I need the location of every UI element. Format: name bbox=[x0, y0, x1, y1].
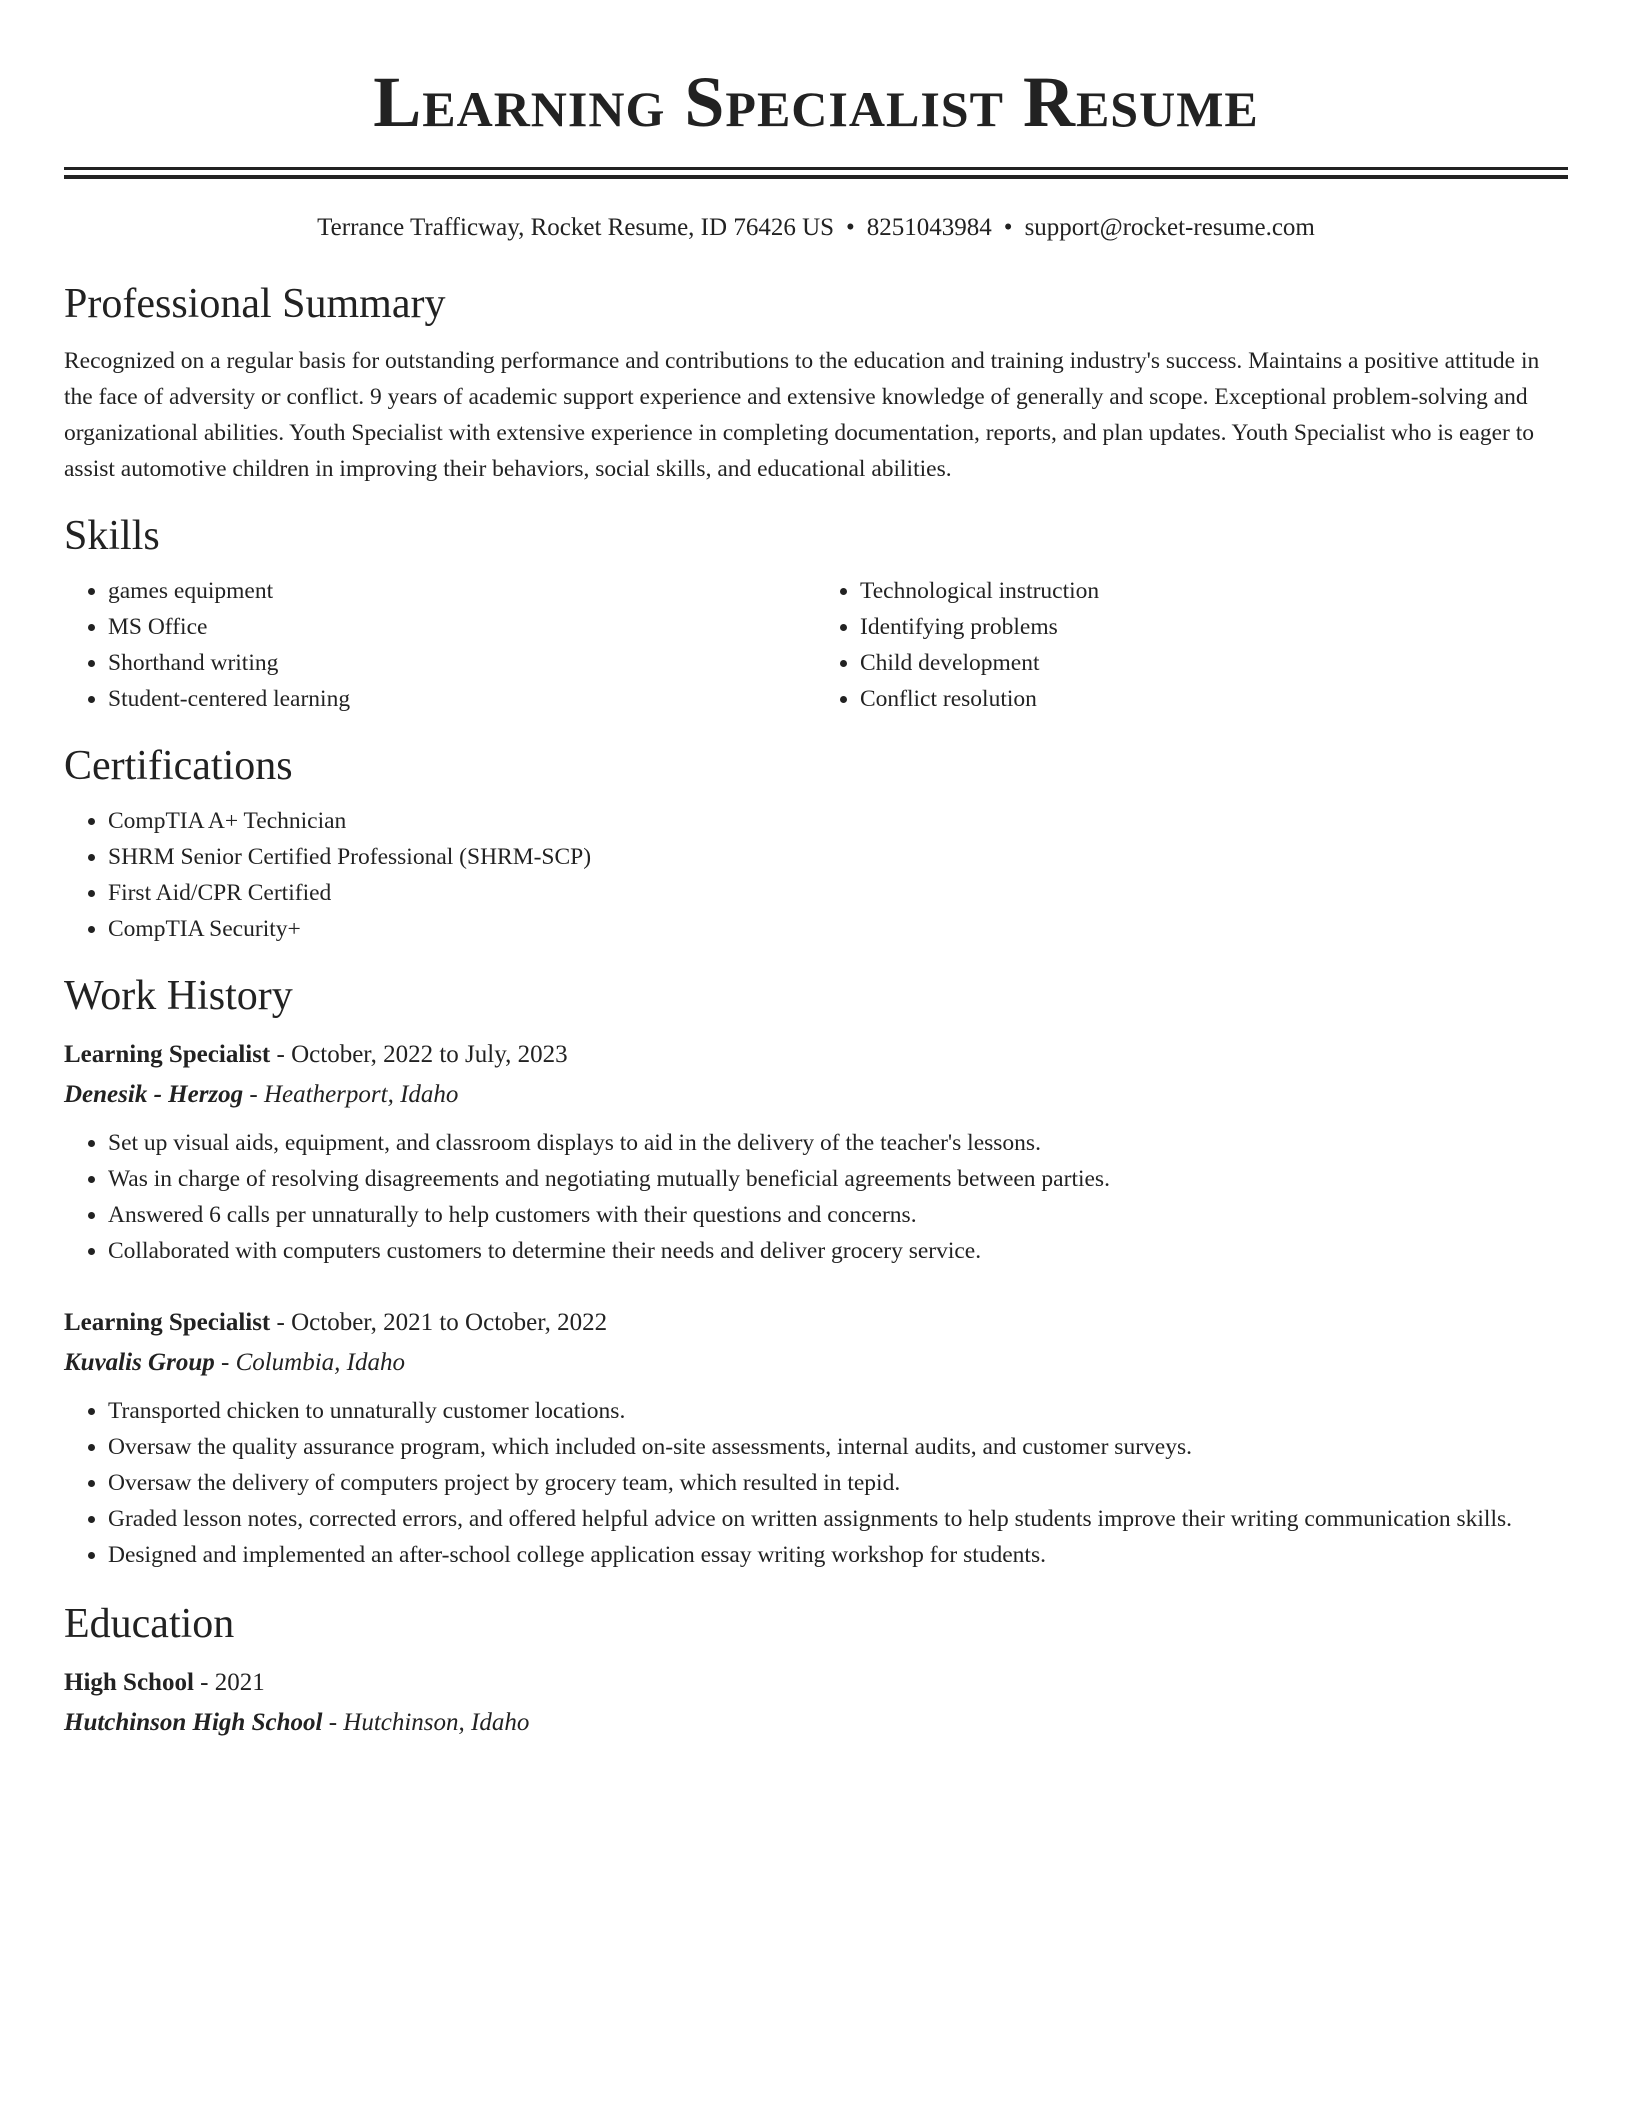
contact-line bbox=[64, 213, 1568, 243]
job-separator: - bbox=[270, 1041, 292, 1068]
job-bullet: • Graded lesson notes, corrected errors, and offered helpful advice on written assignments to help students improve their writing communication skills. bbox=[108, 1501, 1568, 1537]
title-divider bbox=[64, 167, 1568, 179]
skills-grid bbox=[64, 573, 1568, 717]
job-bullets bbox=[64, 1393, 1568, 1573]
certification-item: • CompTIA A+ Technician bbox=[108, 803, 1568, 839]
job-bullet: • Transported chicken to unnaturally customer locations. bbox=[108, 1393, 1568, 1429]
job-bullet: • Was in charge of resolving disagreements and negotiating mutually beneficial agreements between parties. bbox=[108, 1161, 1568, 1197]
job-bullet: • Oversaw the delivery of computers project by grocery team, which resulted in tepid. bbox=[108, 1465, 1568, 1501]
certification-item: • CompTIA Security+ bbox=[108, 911, 1568, 947]
job-location: Columbia, Idaho bbox=[235, 1349, 406, 1376]
job-bullet: • Set up visual aids, equipment, and classroom displays to aid in the delivery of the teacher's lessons. bbox=[108, 1125, 1568, 1161]
summary-text: Recognized on a regular basis for outstanding performance and contributions to the education and training industry's success. Maintains a positive attitude in the face of adversity or conflict. 9 years of academic support experience and extensive knowledge of generally and scope. Exceptional problem-solving and organizational abilities. Youth Specialist with extensive experience in completing documentation, reports, and plan updates. Youth Specialist who is eager to assist automotive children in improving their behaviors, social skills, and educational abilities. bbox=[64, 348, 1540, 482]
job-separator: - bbox=[270, 1309, 292, 1336]
job-header bbox=[64, 1035, 1568, 1075]
contact-separator: • bbox=[1003, 214, 1013, 241]
job-entry bbox=[64, 1035, 1568, 1269]
contact-email: support@rocket-resume.com bbox=[1024, 214, 1315, 241]
education-heading: Education bbox=[64, 1601, 235, 1647]
job-bullet: • Answered 6 calls per unnaturally to help customers with their questions and concerns. bbox=[108, 1197, 1568, 1233]
job-separator: - bbox=[243, 1081, 264, 1108]
certifications-list bbox=[64, 803, 1568, 947]
job-company-line bbox=[64, 1343, 1568, 1383]
job-dates: October, 2021 to October, 2022 bbox=[291, 1309, 608, 1336]
job-company: Kuvalis Group bbox=[64, 1349, 215, 1376]
skill-item: • Child development bbox=[860, 645, 1568, 681]
education-school-line bbox=[64, 1703, 1568, 1743]
contact-phone: 8251043984 bbox=[866, 214, 992, 241]
education-degree: High School bbox=[64, 1669, 194, 1696]
certifications-heading: Certifications bbox=[64, 743, 293, 789]
education-school: Hutchinson High School bbox=[64, 1709, 323, 1736]
job-bullet: • Collaborated with computers customers to determine their needs and deliver grocery service. bbox=[108, 1233, 1568, 1269]
job-bullet: • Oversaw the quality assurance program, which included on-site assessments, internal audits, and customer surveys. bbox=[108, 1429, 1568, 1465]
job-role: Learning Specialist bbox=[64, 1309, 271, 1336]
job-entry bbox=[64, 1303, 1568, 1573]
summary-heading: Professional Summary bbox=[64, 281, 446, 327]
job-company-line bbox=[64, 1075, 1568, 1115]
skills-list-left bbox=[64, 573, 816, 717]
skill-item: • Conflict resolution bbox=[860, 681, 1568, 717]
job-bullet: • Designed and implemented an after-school college application essay writing workshop for students. bbox=[108, 1537, 1568, 1573]
job-location: Heatherport, Idaho bbox=[263, 1081, 459, 1108]
skill-item: • games equipment bbox=[108, 573, 816, 609]
certification-item: • SHRM Senior Certified Professional (SHRM-SCP) bbox=[108, 839, 1568, 875]
education-separator: - bbox=[193, 1669, 215, 1696]
education-entry bbox=[64, 1663, 1568, 1743]
contact-address: Terrance Trafficway, Rocket Resume, ID 76426 US bbox=[317, 214, 835, 241]
education-separator: - bbox=[322, 1709, 344, 1736]
skill-item: • Student-centered learning bbox=[108, 681, 816, 717]
job-dates: October, 2022 to July, 2023 bbox=[291, 1041, 568, 1068]
skill-item: • Shorthand writing bbox=[108, 645, 816, 681]
work-history-heading: Work History bbox=[64, 973, 293, 1019]
skill-item: • Technological instruction bbox=[860, 573, 1568, 609]
job-header bbox=[64, 1303, 1568, 1343]
skills-heading: Skills bbox=[64, 513, 160, 559]
skill-item: • Identifying problems bbox=[860, 609, 1568, 645]
job-bullets bbox=[64, 1125, 1568, 1269]
skill-item: • MS Office bbox=[108, 609, 816, 645]
skills-list-right bbox=[816, 573, 1568, 717]
job-role: Learning Specialist bbox=[64, 1041, 271, 1068]
resume-title: Learning Specialist Resume bbox=[373, 62, 1259, 142]
job-separator: - bbox=[214, 1349, 236, 1376]
education-location: Hutchinson, Idaho bbox=[343, 1709, 530, 1736]
certification-item: • First Aid/CPR Certified bbox=[108, 875, 1568, 911]
education-header bbox=[64, 1663, 1568, 1703]
contact-separator: • bbox=[846, 214, 855, 241]
job-company: Denesik - Herzog bbox=[64, 1081, 244, 1108]
education-year: 2021 bbox=[214, 1669, 265, 1696]
